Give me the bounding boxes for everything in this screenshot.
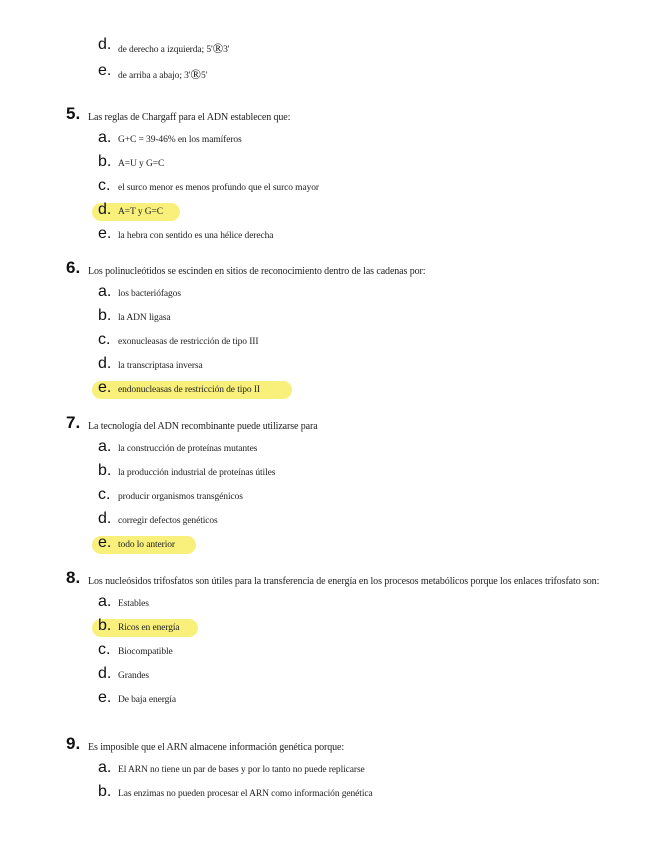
option-text: el surco menor es menos profundo que el surco mayor bbox=[118, 183, 319, 193]
option-letter: d. bbox=[98, 201, 112, 218]
option-text: De baja energía bbox=[118, 695, 176, 705]
option-letter: b. bbox=[98, 783, 112, 800]
question-number: 5. bbox=[66, 104, 81, 123]
question-7 bbox=[0, 413, 664, 551]
question-number: 9. bbox=[66, 734, 81, 753]
question-number: 7. bbox=[66, 413, 81, 432]
option-text-main: de derecho a izquierda; 5' bbox=[118, 45, 213, 55]
option-text bbox=[118, 68, 207, 84]
question-text: Las reglas de Chargaff para el ADN establecen que: bbox=[88, 112, 291, 123]
option-text: la producción industrial de proteínas útiles bbox=[118, 468, 276, 478]
question-5 bbox=[0, 104, 664, 242]
option-letter: d. bbox=[98, 510, 112, 527]
option-letter: d. bbox=[98, 355, 112, 372]
option-text: Estables bbox=[118, 599, 149, 609]
option-letter: b. bbox=[98, 153, 112, 170]
option-letter: c. bbox=[98, 641, 111, 658]
question-6 bbox=[0, 258, 664, 396]
question-number: 6. bbox=[66, 258, 81, 277]
option-text-main: de arriba a abajo; 3' bbox=[118, 71, 191, 81]
option-text: producir organismos transgénicos bbox=[118, 492, 243, 502]
option-text: corregir defectos genéticos bbox=[118, 516, 218, 526]
option-text: la ADN ligasa bbox=[118, 313, 171, 323]
option-text: Biocompatible bbox=[118, 647, 173, 657]
option-letter: d. bbox=[98, 36, 112, 53]
registered-symbol: ® bbox=[212, 42, 224, 57]
option-text-tail: 5' bbox=[200, 71, 208, 81]
question-text: Los polinucleótidos se escinden en sitios de reconocimiento dentro de las cadenas por: bbox=[88, 266, 426, 277]
option-letter: a. bbox=[98, 283, 112, 300]
option-text: Ricos en energía bbox=[118, 623, 180, 633]
registered-symbol: ® bbox=[190, 68, 201, 83]
option-letter: c. bbox=[98, 486, 111, 503]
question-8 bbox=[0, 568, 664, 706]
option-text: A=T y G=C bbox=[118, 207, 164, 217]
option-text: Las enzimas no pueden procesar el ARN como información genética bbox=[118, 789, 373, 799]
option-letter: a. bbox=[98, 593, 112, 610]
option-text: la construcción de proteínas mutantes bbox=[118, 444, 258, 454]
option-letter: e. bbox=[98, 225, 112, 242]
option-text: exonucleasas de restricción de tipo III bbox=[118, 337, 259, 347]
option-letter: a. bbox=[98, 759, 112, 776]
option-text: los bacteriófagos bbox=[118, 289, 181, 299]
option-letter: e. bbox=[98, 689, 112, 706]
question-9 bbox=[0, 734, 664, 800]
option-text: El ARN no tiene un par de bases y por lo tanto no puede replicarse bbox=[118, 765, 365, 775]
option-text: G+C = 39-46% en los mamíferos bbox=[118, 135, 242, 145]
option-letter: c. bbox=[98, 331, 111, 348]
option-letter: a. bbox=[98, 129, 112, 146]
option-letter: a. bbox=[98, 438, 112, 455]
question-text: Es imposible que el ARN almacene información genética porque: bbox=[88, 742, 345, 753]
option-text: la transcriptasa inversa bbox=[118, 361, 203, 371]
option-letter: b. bbox=[98, 307, 112, 324]
question-text: La tecnología del ADN recombinante puede utilizarse para bbox=[88, 421, 318, 432]
question-number: 8. bbox=[66, 568, 81, 587]
option-letter: b. bbox=[98, 462, 112, 479]
option-text bbox=[118, 42, 229, 58]
option-letter: b. bbox=[98, 617, 112, 634]
option-letter: e. bbox=[98, 534, 112, 551]
option-letter: e. bbox=[98, 379, 112, 396]
option-letter: e. bbox=[98, 62, 112, 79]
option-text: Grandes bbox=[118, 671, 149, 681]
option-text-tail: 3' bbox=[223, 45, 230, 55]
option-text: todo lo anterior bbox=[118, 540, 175, 550]
option-text: A=U y G=C bbox=[118, 159, 165, 169]
option-letter: c. bbox=[98, 177, 111, 194]
option-text: endonucleasas de restricción de tipo II bbox=[118, 385, 260, 395]
option-text: la hebra con sentido es una hélice derecha bbox=[118, 231, 274, 241]
option-letter: d. bbox=[98, 665, 112, 682]
question-text: Los nucleósidos trifosfatos son útiles para la transferencia de energía en los procesos metabólicos porque los enlaces trifosfato son: bbox=[88, 576, 600, 587]
